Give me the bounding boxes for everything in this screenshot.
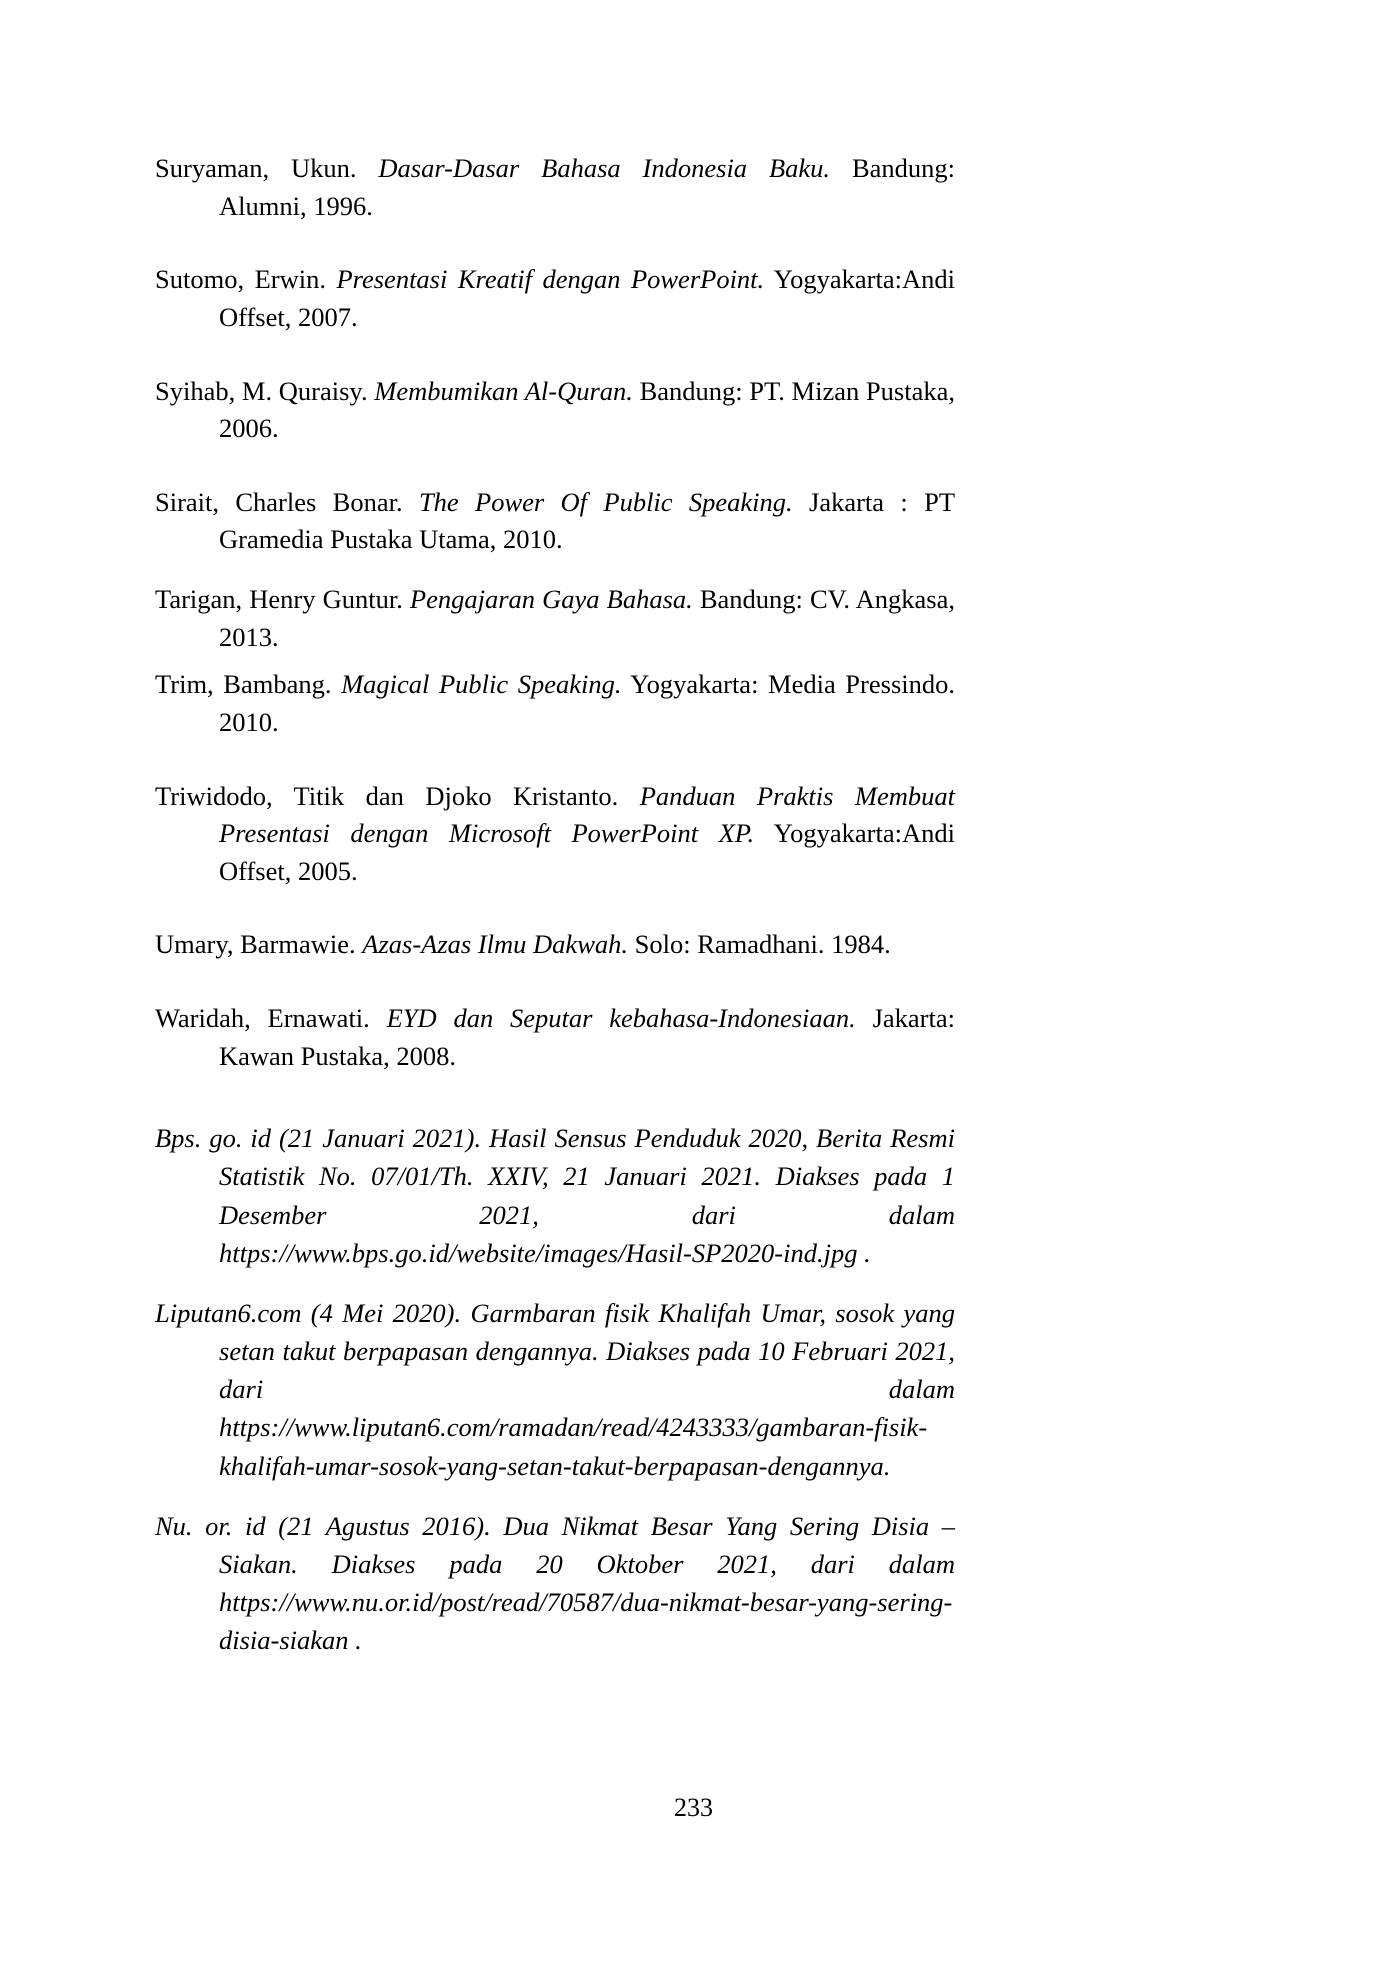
entry-publication: Bandung: Alumni, 1996.: [219, 153, 955, 221]
bibliography-entry: [155, 484, 955, 559]
web-entry-body: Garmbaran fisik Khalifah Umar, sosok yang setan takut berpapasan dengannya. Diakses pada 10 Februari 2021, dari dalam: [219, 1297, 955, 1405]
entry-author: Syihab, M. Quraisy.: [155, 375, 375, 406]
web-entry-url[interactable]: https://www.nu.or.id/post/read/70587/dua-nikmat-besar-yang-sering-disia-siakan .: [219, 1586, 953, 1656]
bibliography-entry: [155, 261, 955, 336]
entry-author: Waridah, Ernawati.: [155, 1003, 387, 1033]
entry-title: Magical Public Speaking.: [341, 669, 622, 700]
entry-author: Suryaman, Ukun.: [155, 153, 379, 183]
page-number: 233: [674, 1793, 713, 1822]
entry-title: EYD dan Seputar kebahasa-Indonesiaan.: [386, 1003, 856, 1033]
web-entry-body: Dua Nikmat Besar Yang Sering Disia – Siakan. Diakses pada 20 Oktober 2021, dari dalam: [219, 1510, 955, 1579]
bibliography-entry: [155, 373, 955, 448]
entry-author: Sirait, Charles Bonar.: [155, 486, 419, 517]
entry-publication: Yogyakarta:Andi Offset, 2007.: [219, 264, 955, 332]
entry-title: The Power Of Public Speaking.: [418, 486, 793, 517]
web-entry-url[interactable]: https://www.liputan6.com/ramadan/read/4243333/gambaran-fisik-khalifah-umar-sosok-yang-setan-takut-berpapasan-dengannya.: [219, 1412, 928, 1481]
entry-title: Dasar-Dasar Bahasa Indonesia Baku.: [378, 153, 831, 183]
bibliography-list: [155, 150, 955, 1659]
entry-author: Triwidodo, Titik dan Djoko Kristanto.: [155, 780, 640, 811]
entry-title: Membumikan Al-Quran.: [374, 375, 633, 406]
entry-title: Azas-Azas Ilmu Dakwah.: [362, 929, 628, 960]
web-entry-source: Bps. go. id (21 Januari 2021).: [155, 1123, 482, 1154]
entry-title: Panduan Praktis Membuat Presentasi dengan Microsoft PowerPoint XP.: [219, 780, 955, 849]
web-reference-entry: [155, 1507, 955, 1660]
entry-title: Pengajaran Gaya Bahasa.: [409, 584, 693, 614]
web-entry-source: Nu. or. id (21 Agustus 2016).: [155, 1510, 491, 1541]
entry-publication: Bandung: CV. Angkasa, 2013.: [219, 584, 955, 652]
entry-publication: Jakarta: Kawan Pustaka, 2008.: [219, 1003, 955, 1071]
entry-author: Tarigan, Henry Guntur.: [155, 584, 410, 614]
entry-title: Presentasi Kreatif dengan PowerPoint.: [336, 264, 765, 295]
bibliography-entry: [155, 1000, 955, 1075]
entry-publication: Yogyakarta:Andi Offset, 2005.: [219, 818, 955, 886]
bibliography-entry: [155, 778, 955, 891]
entry-author: Sutomo, Erwin.: [155, 264, 337, 295]
entry-publication: Bandung: PT. Mizan Pustaka, 2006.: [219, 375, 955, 444]
web-reference-entry: [155, 1294, 955, 1485]
web-entry-body: Hasil Sensus Penduduk 2020, Berita Resmi Statistik No. 07/01/Th. XXIV, 21 Januari 2021. Diakses pada 1 Desember 2021, dari dalam: [219, 1123, 955, 1230]
entry-publication: Jakarta : PT Gramedia Pustaka Utama, 2010.: [219, 486, 956, 555]
bibliography-entry: [155, 666, 955, 741]
web-reference-list: [155, 1119, 955, 1659]
web-entry-url[interactable]: https://www.bps.go.id/website/images/Hasil-SP2020-ind.jpg .: [219, 1237, 871, 1268]
bibliography-entry: [155, 926, 955, 964]
bibliography-entry: [155, 150, 955, 225]
entry-publication: Yogyakarta: Media Pressindo. 2010.: [219, 669, 955, 737]
entry-author: Trim, Bambang.: [155, 669, 342, 700]
entry-publication: Solo: Ramadhani. 1984.: [628, 929, 891, 960]
bibliography-entry: [155, 581, 955, 656]
web-entry-source: Liputan6.com (4 Mei 2020).: [155, 1297, 462, 1328]
web-reference-entry: [155, 1119, 955, 1272]
entry-author: Umary, Barmawie.: [155, 929, 363, 960]
